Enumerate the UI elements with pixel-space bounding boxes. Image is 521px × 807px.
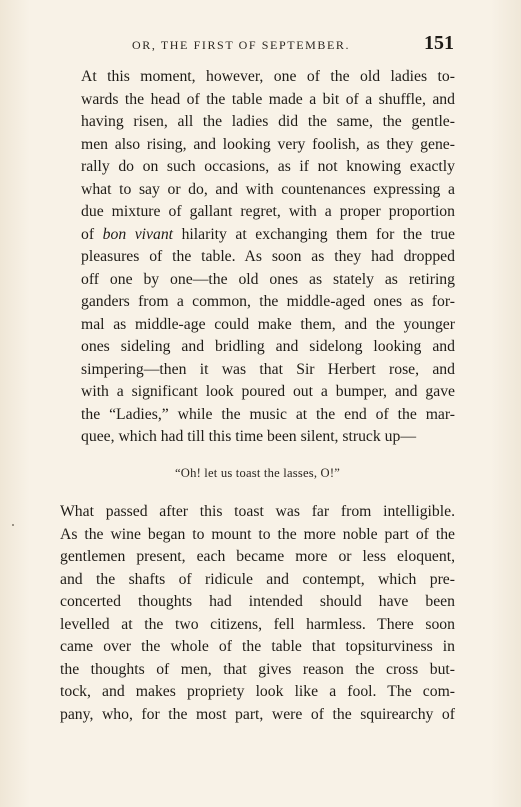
text-line-with-italic — [60, 224, 455, 247]
text-line: levelled at the two citizens, fell harmless. There soon — [60, 615, 455, 633]
text-line: and the shafts of ridicule and contempt, which pre- — [60, 570, 455, 588]
text-line: having risen, all the ladies did the same, the gentle- — [81, 113, 455, 130]
running-head: OR, THE FIRST OF SEPTEMBER. — [132, 38, 351, 52]
text-line: ones sideling and bridling and sidelong looking and — [81, 338, 455, 355]
text-line: what to say or do, and with countenances expressing a — [81, 180, 455, 198]
text-line: ganders from a common, the middle-aged ones as for- — [81, 293, 455, 310]
italic-phrase: bon vivant — [102, 225, 174, 243]
text-line: What passed after this toast was far from intelligible. — [60, 503, 455, 520]
body-text — [60, 66, 455, 726]
text-line: wards the head of the table made a bit of a shuffle, and — [81, 90, 455, 108]
text-line: rally do on such occasions, as if not knowing exactly — [81, 158, 455, 175]
text-line: came over the whole of the table that topsiturviness in — [60, 638, 455, 655]
text-line: tock, and makes propriety look like a fool. The com- — [60, 683, 455, 700]
text-line: gentlemen present, each became more or less eloquent, — [60, 548, 455, 565]
text-line: As the wine began to mount to the more noble part of the — [60, 525, 455, 543]
text-line: pleasures of the table. As soon as they had dropped — [81, 248, 455, 265]
text-line: mal as middle-age could make them, and the younger — [81, 315, 455, 333]
text-line: the thoughts of men, that gives reason the cross but- — [60, 660, 455, 678]
text-line: At this moment, however, one of the old ladies to- — [81, 68, 455, 85]
ink-speck — [12, 524, 14, 526]
song-quote: “Oh! let us toast the lasses, O!” — [174, 465, 341, 480]
text-fragment: hilarity at exchanging them for the true — [173, 225, 455, 243]
text-line: men also rising, and looking very foolish, as they gene- — [81, 135, 455, 153]
text-line: the “Ladies,” while the music at the end of the mar- — [81, 405, 455, 423]
text-line: pany, who, for the most part, were of the squirearchy of — [60, 705, 455, 723]
paragraph-1 — [60, 66, 455, 449]
text-line: quee, which had till this time been silent, struck up— — [81, 428, 417, 445]
text-line: with a significant look poured out a bumper, and gave — [81, 383, 455, 400]
text-line: simpering—then it was that Sir Herbert rose, and — [81, 360, 455, 378]
text-fragment: of — [81, 225, 103, 243]
text-line: concerted thoughts had intended should have been — [60, 593, 455, 610]
text-line: due mixture of gallant regret, with a proper proportion — [81, 203, 455, 220]
text-line: off one by one—the old ones as stately as retiring — [81, 270, 455, 288]
page-number: 151 — [424, 32, 454, 54]
paragraph-2 — [60, 501, 455, 726]
